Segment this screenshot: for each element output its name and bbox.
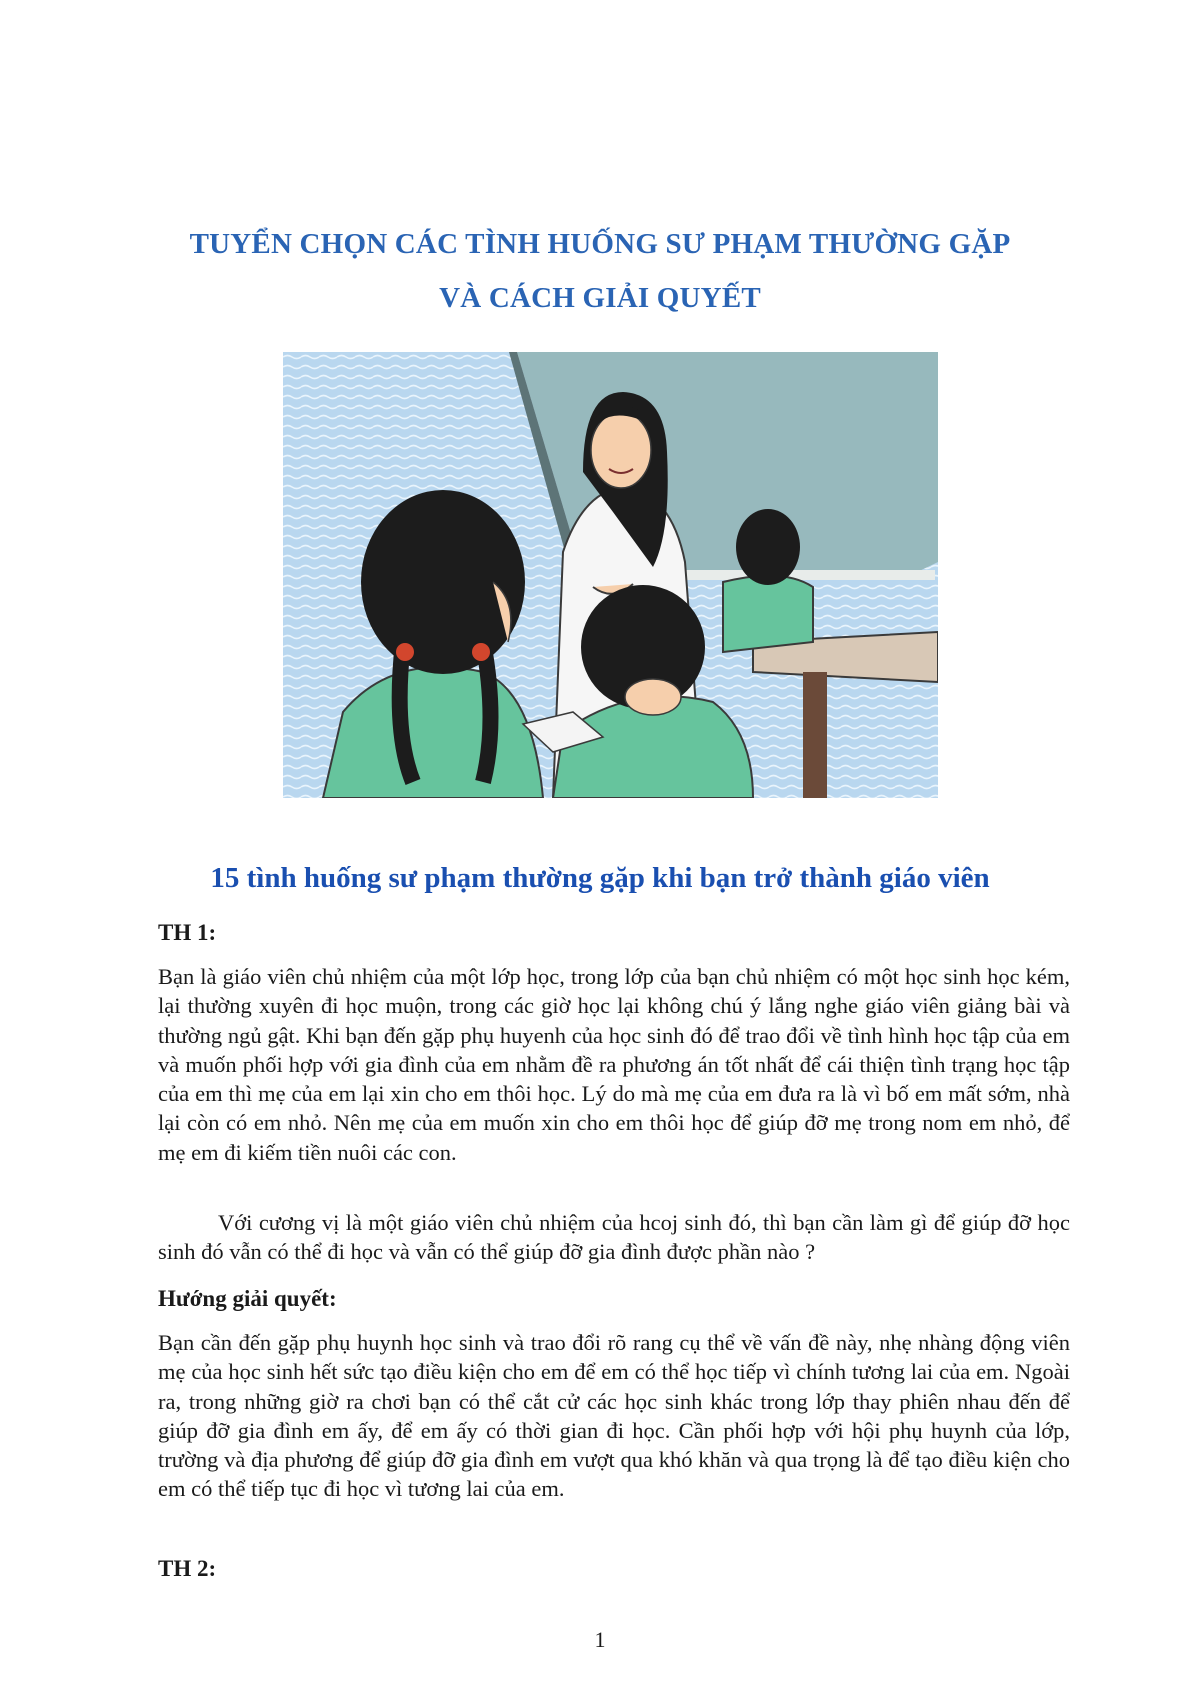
solution-heading: Hướng giải quyết: <box>158 1286 337 1311</box>
situation-2-heading: TH 2: <box>158 1556 217 1581</box>
document-title-line-1: TUYỂN CHỌN CÁC TÌNH HUỐNG SƯ PHẠM THƯỜNG GẶP <box>189 228 1011 260</box>
section-subtitle: 15 tình huống sư phạm thường gặp khi bạn trở thành giáo viên <box>210 862 990 894</box>
solution-paragraph: Bạn cần đến gặp phụ huynh học sinh và trao đổi rõ rang cụ thể về vấn đề này, nhẹ nhàng động viên mẹ của học sinh hết sức tạo điều kiện cho em để em có thể học tiếp vì chính tương lai của em. Ngoài ra, trong những giờ ra chơi bạn có thể cắt cử các học sinh khác trong lớp thay phiên nhau đến để giúp đỡ gia đình em ấy, để em ấy có thời gian đi học. Cần phối hợp với hội phụ huynh của lớp, trường và địa phương để giúp đỡ gia đình em vượt qua khó khăn và qua trọng là để tạo điều kiện cho em có thể tiếp tục đi học vì tương lai của em. <box>158 1330 1070 1502</box>
page-number: 1 <box>594 1627 606 1652</box>
situation-1-question: Với cương vị là một giáo viên chủ nhiệm của hcoj sinh đó, thì bạn cần làm gì để giúp đỡ học sinh đó vẫn có thể đi học và vẫn có thể giúp đỡ gia đình được phần nào ? <box>158 1210 1070 1265</box>
classroom-illustration <box>283 352 938 798</box>
document-title-line-2: VÀ CÁCH GIẢI QUYẾT <box>439 282 761 314</box>
situation-1-heading: TH 1: <box>158 920 217 945</box>
situation-1-description: Bạn là giáo viên chủ nhiệm của một lớp học, trong lớp của bạn chủ nhiệm có một học sinh học kém, lại thường xuyên đi học muộn, trong các giờ học lại không chú ý lắng nghe giáo viên giảng bài và thường ngủ gật. Khi bạn đến gặp phụ huyenh của học sinh đó để trao đổi về tình hình học tập của em và muốn phối hợp với gia đình của em nhằm đề ra phương án tốt nhất để cái thiện tình trạng học tập của em thì mẹ của em lại xin cho em thôi học. Lý do mà mẹ của em đưa ra là vì bố em mất sớm, nhà lại còn có em nhỏ. Nên mẹ của em muốn xin cho em thôi học để giúp đỡ mẹ trong nom em nhỏ, để mẹ em đi kiếm tiền nuôi các con. <box>158 964 1070 1165</box>
